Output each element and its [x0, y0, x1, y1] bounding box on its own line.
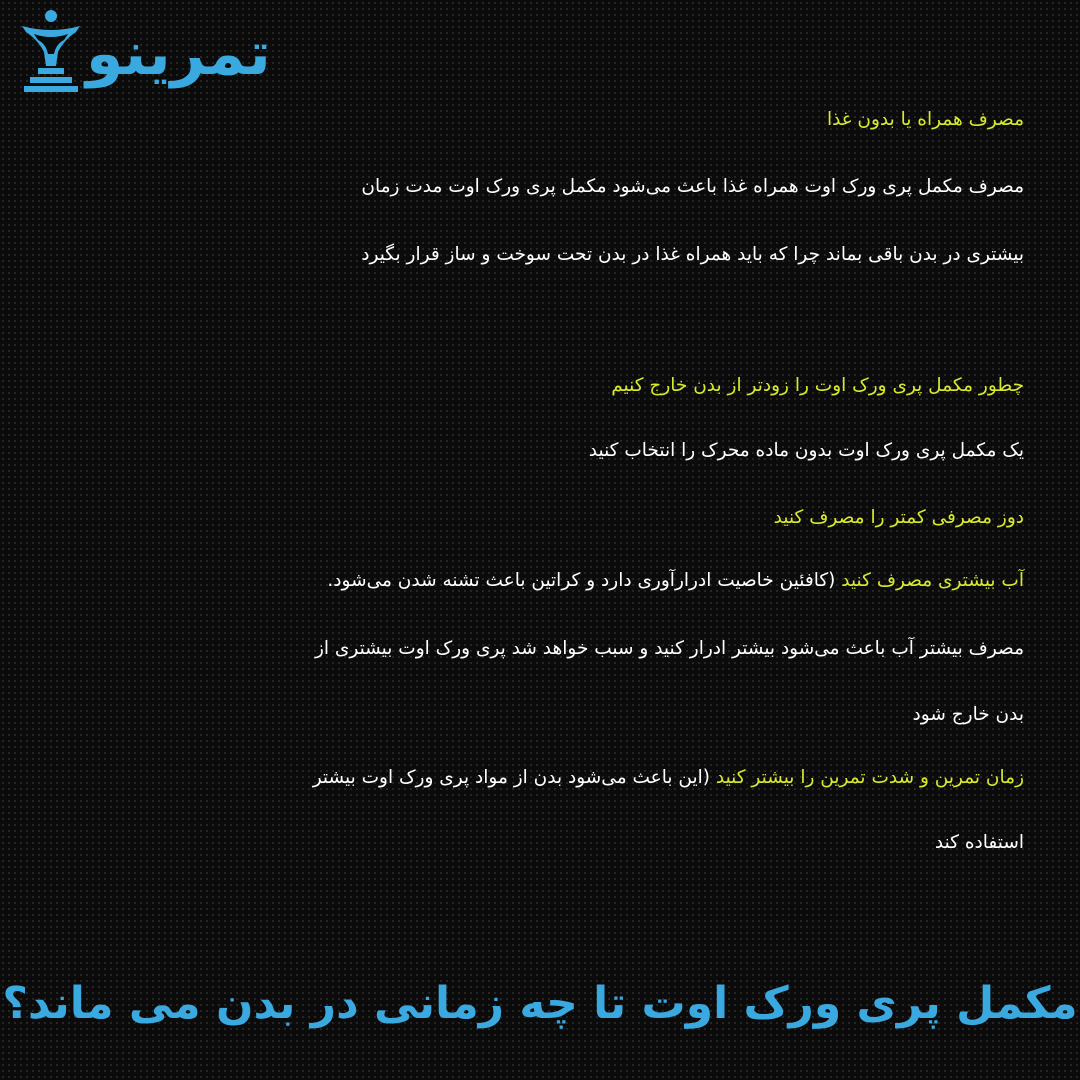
tip-note: (این باعث می‌شود بدن از مواد پری ورک اوت بیشتر [312, 767, 716, 788]
paragraph-line: استفاده کند [934, 832, 1024, 853]
tip-highlight: آب بیشتری مصرف کنید [841, 570, 1024, 591]
brand-name: تمرینو [86, 19, 271, 89]
tip-line: دوز مصرفی کمتر را مصرف کنید [773, 507, 1024, 528]
paragraph-line: مصرف مکمل پری ورک اوت همراه غذا باعث می‌شود مکمل پری ورک اوت مدت زمان [361, 176, 1024, 197]
paragraph-line: بیشتری در بدن باقی بماند چرا که باید همراه غذا در بدن تحت سوخت و ساز قرار بگیرد [361, 244, 1024, 265]
tip-line-water [327, 566, 1024, 596]
tip-line: یک مکمل پری ورک اوت بدون ماده محرک را انتخاب کنید [588, 440, 1024, 461]
paragraph-line: مصرف بیشتر آب باعث می‌شود بیشتر ادرار کنید و سبب خواهد شد پری ورک اوت بیشتری از [314, 638, 1024, 659]
tip-line-training [313, 763, 1024, 793]
tip-note: (کافئین خاصیت ادرارآوری دارد و کراتین باعث تشنه شدن می‌شود. [327, 570, 842, 591]
tip-highlight: زمان تمرین و شدت تمرین را بیشتر کنید [715, 767, 1024, 788]
footer-title: مکمل پری ورک اوت تا چه زمانی در بدن می ماند؟ [2, 978, 1078, 1029]
paragraph-line: بدن خارج شود [912, 704, 1024, 725]
section-heading-food: مصرف همراه یا بدون غذا [826, 109, 1024, 130]
trophy-icon [18, 8, 84, 94]
brand-logo [18, 8, 271, 94]
section-heading-remove: چطور مکمل پری ورک اوت را زودتر از بدن خارج کنیم [611, 375, 1024, 396]
